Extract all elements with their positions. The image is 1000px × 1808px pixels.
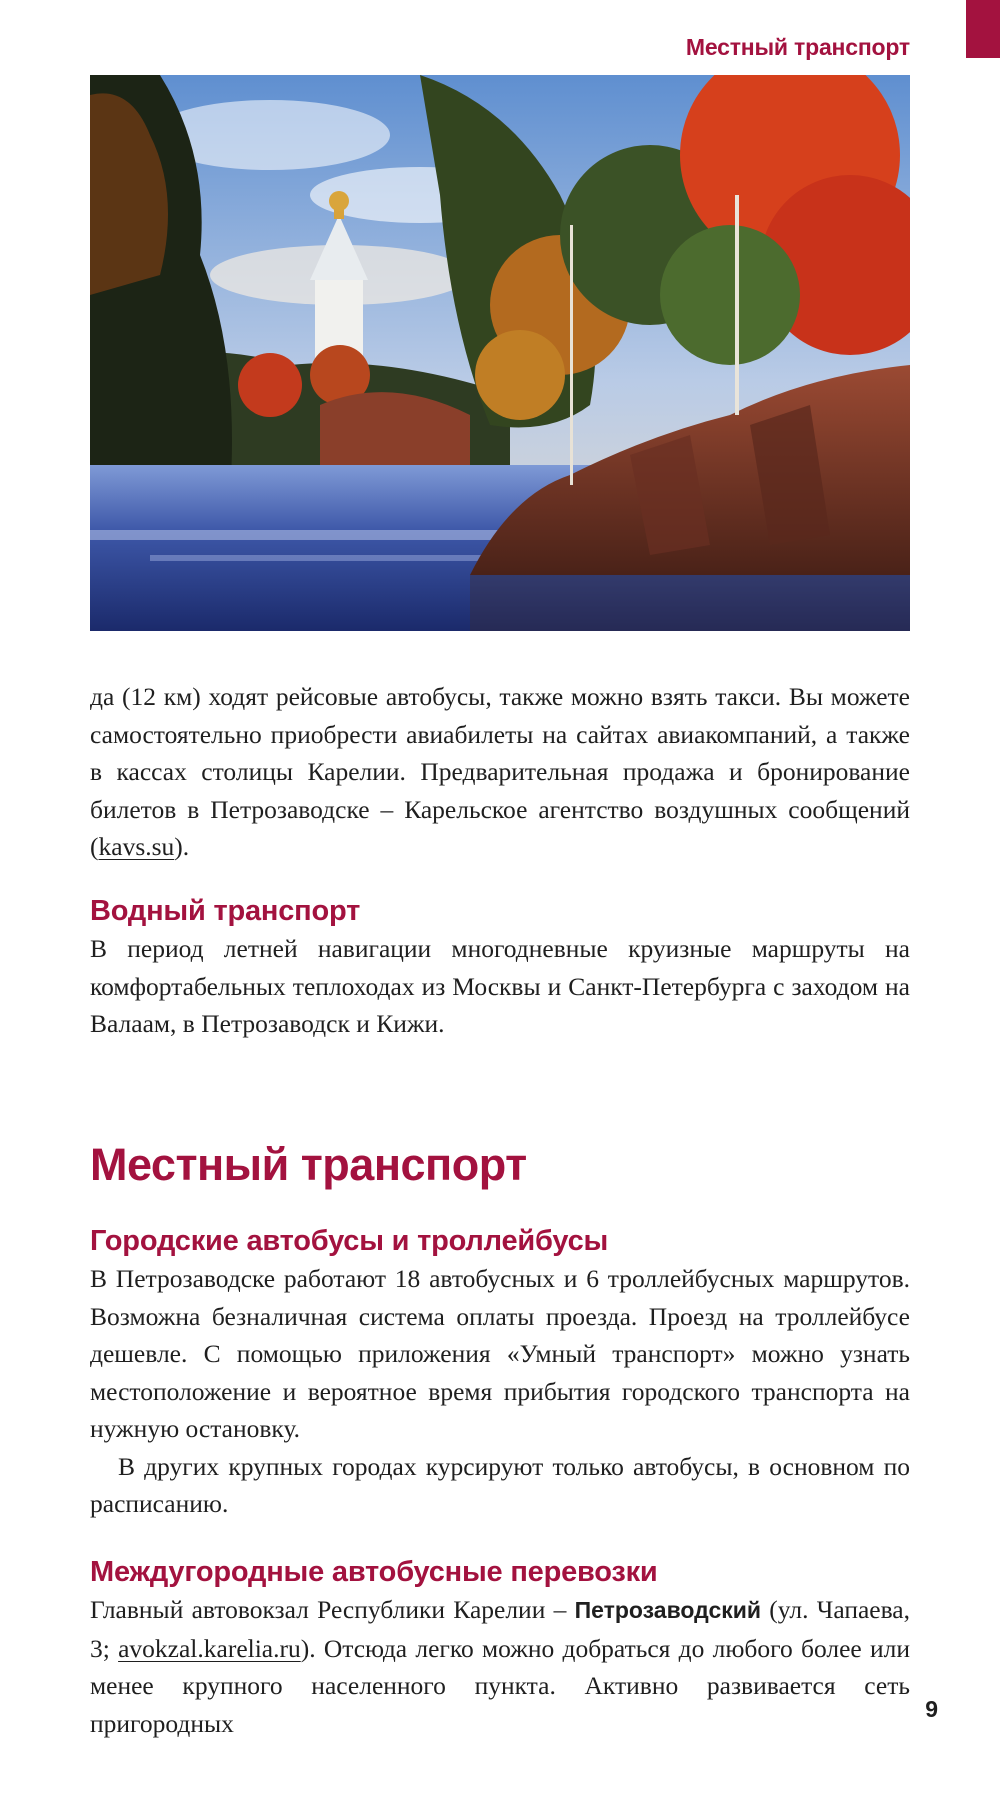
intercity-section <box>90 1554 910 1742</box>
intercity-text: Главный автовокзал Республики Карелии – <box>90 1595 575 1624</box>
intercity-paragraph <box>90 1591 910 1742</box>
intercity-address: (ул. Чапаева, 3; <box>90 1595 911 1663</box>
bus-station-name: Петрозаводский <box>574 1597 762 1623</box>
intro-text-end: ). <box>174 832 190 861</box>
city-heading: Городские автобусы и троллейбусы <box>90 1225 609 1257</box>
city-section <box>90 1223 910 1523</box>
intercity-heading: Междугородные автобусные перевозки <box>90 1556 658 1588</box>
local-section <box>90 1138 910 1192</box>
landscape-photo-icon <box>90 75 910 631</box>
intro-paragraph <box>90 678 910 866</box>
water-paragraph: В период летней навигации многодневные круизные маршруты на комфортабельных теплоходах из Москвы и Санкт-Петербурга с заходом на Валаам, в Петрозаводск и Кижи. <box>90 934 910 1038</box>
landscape-photo <box>90 75 910 631</box>
avokzal-link[interactable]: avokzal.karelia.ru <box>118 1633 301 1663</box>
running-title: Местный транспорт <box>685 34 910 60</box>
section-title: Местный транспорт <box>90 1139 527 1190</box>
city-paragraph-1: В Петрозаводске работают 18 автобусных и 6 троллейбусных маршрутов. Возможна безналичная система оплаты проезда. Проезд на троллейбусе дешевле. С помощью приложения «Умный транспорт» можно узнать местоположение и вероятное время прибытия городского транспорта на нужную остановку. <box>90 1264 910 1443</box>
corner-tab <box>966 0 1000 58</box>
water-heading: Водный транспорт <box>90 895 361 927</box>
page-number: 9 <box>925 1696 938 1722</box>
city-paragraph-2: В других крупных городах курсируют только автобусы, в основном по расписанию. <box>90 1451 910 1518</box>
intercity-text-end: ). Отсюда легко можно добраться до любого более или менее крупного населенного пункта. Активно развивается сеть пригородных <box>90 1633 910 1738</box>
intro-block <box>90 678 910 866</box>
kavs-link[interactable]: kavs.su <box>98 832 175 861</box>
intro-text: да (12 км) ходят рейсовые автобусы, также можно взять такси. Вы можете самостоятельно приобрести авиабилеты на сайтах авиакомпаний, а также в кассах столицы Карелии. Предварительная продажа и бронирование билетов в Петрозаводске – Карельское агентство воздушных сообщений ( <box>90 682 910 861</box>
water-section <box>90 893 910 1043</box>
